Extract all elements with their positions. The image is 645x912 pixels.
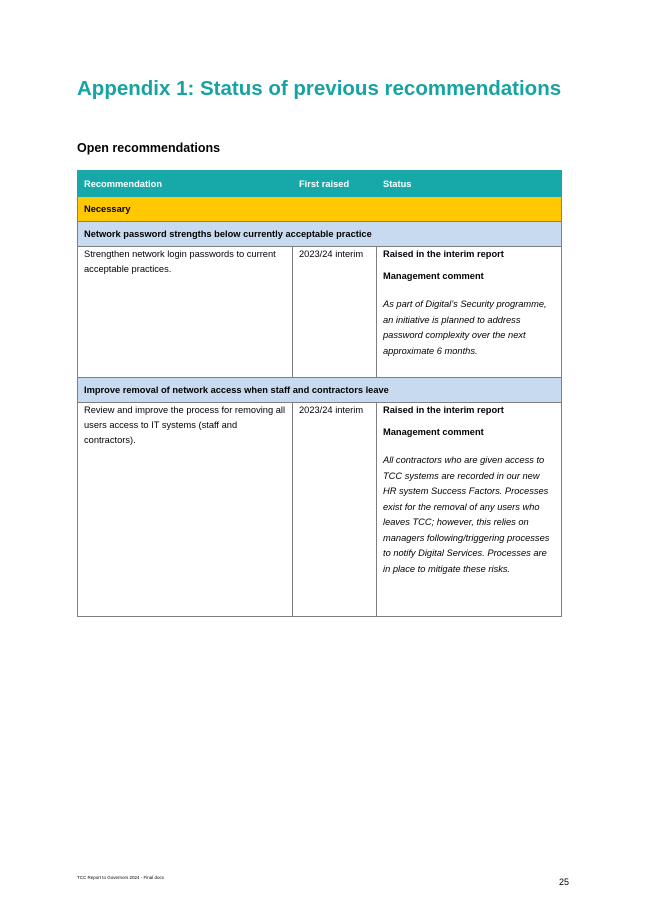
status-management-label: Management comment	[383, 427, 484, 437]
first-raised-cell: 2023/24 interim	[293, 247, 377, 378]
section-heading: Open recommendations	[77, 141, 221, 155]
header-first-raised: First raised	[293, 171, 377, 197]
first-raised-cell: 2023/24 interim	[293, 403, 377, 617]
table-row	[78, 403, 562, 617]
category-row	[78, 197, 562, 222]
table-header-row	[78, 171, 562, 197]
page-number: 25	[559, 877, 570, 887]
status-management-comment: All contractors who are given access to TCC systems are recorded in our new HR system Success Factors. Processes exist for the removal of any users who leaves TCC; however, this relies on managers following/triggering processes to notify Digital Services. Processes are in place to mitigate these risks.	[383, 455, 550, 574]
header-recommendation: Recommendation	[78, 171, 293, 197]
status-raised: Raised in the interim report	[383, 405, 504, 415]
group-title-row	[78, 222, 562, 247]
header-status: Status	[377, 171, 562, 197]
status-management-comment: As part of Digital’s Security programme, an initiative is planned to address password complexity over the next approximate 6 months.	[383, 299, 547, 356]
recommendation-cell: Review and improve the process for removing all users access to IT systems (staff and contractors).	[78, 403, 293, 617]
group-title: Improve removal of network access when staff and contractors leave	[78, 378, 562, 403]
group-title-row	[78, 378, 562, 403]
table-row	[78, 247, 562, 378]
footer-document-name: TCC Report to Governors 2024 - Final docx	[77, 875, 165, 880]
status-raised: Raised in the interim report	[383, 249, 504, 259]
group-title: Network password strengths below currently acceptable practice	[78, 222, 562, 247]
status-cell	[377, 403, 562, 617]
category-label: Necessary	[78, 197, 562, 222]
recommendation-cell: Strengthen network login passwords to current acceptable practices.	[78, 247, 293, 378]
page-title: Appendix 1: Status of previous recommendations	[77, 77, 562, 100]
status-cell	[377, 247, 562, 378]
recommendations-table	[77, 170, 562, 617]
status-management-label: Management comment	[383, 271, 484, 281]
